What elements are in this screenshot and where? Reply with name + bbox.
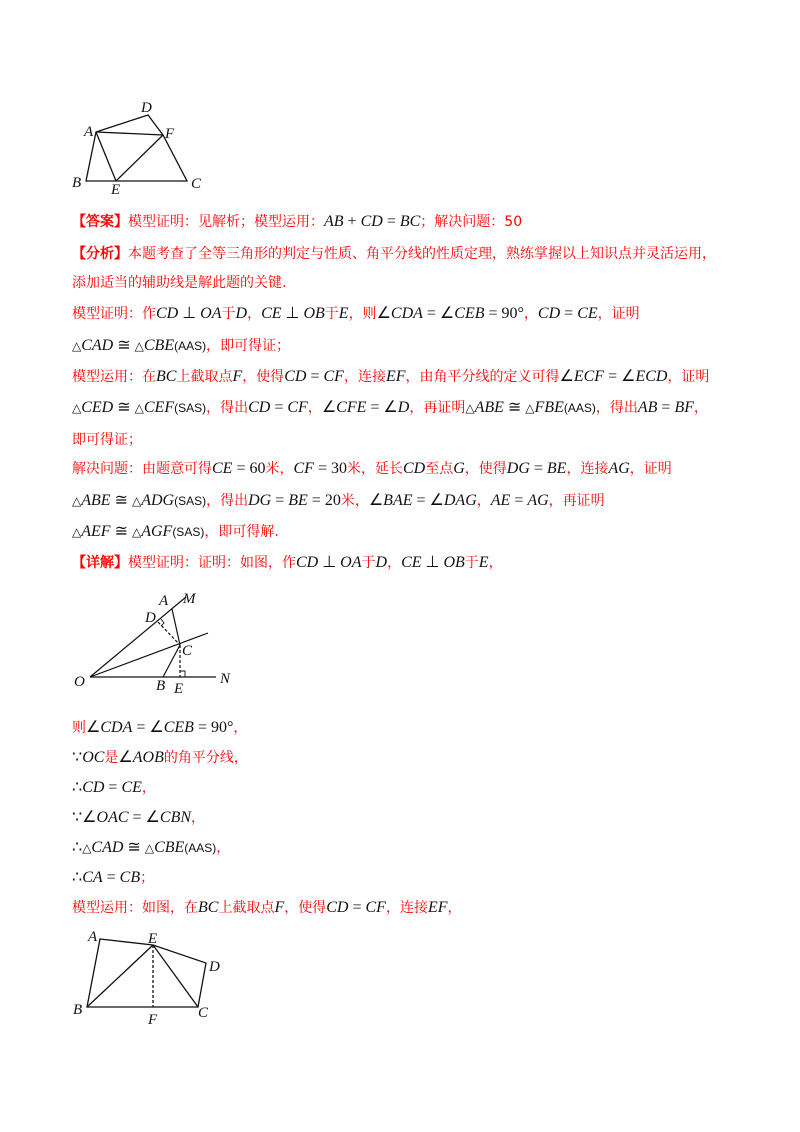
fig1-label-d: D xyxy=(141,100,152,116)
math: DAG xyxy=(443,492,477,509)
symbol: = xyxy=(510,492,528,509)
text: ，证明 xyxy=(629,461,672,477)
text: ，证明 xyxy=(597,306,640,322)
step-line-1 xyxy=(72,718,247,738)
text: ，即可得证； xyxy=(206,338,291,354)
step-line-4 xyxy=(72,808,205,828)
step-line-2 xyxy=(72,748,248,768)
figure-1-quadrilateral xyxy=(66,96,216,196)
text: 则 xyxy=(72,720,86,736)
triangle-symbol: △ xyxy=(72,401,82,415)
fig3-label-b: B xyxy=(73,1002,83,1018)
analysis-tag: 【分析】 xyxy=(72,246,128,262)
text: ， xyxy=(523,306,538,322)
fig2-label-m: M xyxy=(183,591,196,607)
text: 于 xyxy=(324,306,339,322)
triangle-symbol: △ xyxy=(72,339,82,353)
fig1-label-b: B xyxy=(72,175,82,191)
triangle-symbol: △ xyxy=(134,339,144,353)
proof-line-1 xyxy=(72,304,640,324)
math: BAE xyxy=(383,492,413,509)
math: CEF xyxy=(143,399,175,416)
apply-line-1 xyxy=(72,367,709,387)
symbol: ⊥ xyxy=(318,554,341,571)
text: ，连接 xyxy=(385,900,428,916)
answer-math: CD xyxy=(360,213,383,230)
text: ，使得 xyxy=(464,461,507,477)
symbol: = xyxy=(348,899,366,916)
math: ECF xyxy=(573,368,605,385)
fig2-label-c: C xyxy=(182,643,193,659)
symbol: = ∠ xyxy=(366,399,398,416)
solve-line-1 xyxy=(72,459,672,479)
text: 上截取点 xyxy=(218,900,275,916)
symbol: = xyxy=(271,492,289,509)
math: CAD xyxy=(91,839,124,856)
text: ，再证明 xyxy=(409,400,466,416)
math: CD xyxy=(537,305,561,322)
fig3-label-c: C xyxy=(198,1005,209,1021)
answer-math: BC xyxy=(399,213,421,230)
math: CBE xyxy=(154,839,185,856)
text: ， xyxy=(307,400,322,416)
math: CBE xyxy=(143,337,175,354)
text: 模型运用：在 xyxy=(72,369,156,385)
text: ，使得 xyxy=(284,900,327,916)
answer-op: + xyxy=(343,213,361,230)
text: ，连接 xyxy=(343,369,386,385)
math: AOB xyxy=(132,749,164,766)
math: CDA xyxy=(390,305,423,322)
fig3-label-a: A xyxy=(88,929,98,945)
symbol: = 30 xyxy=(313,460,347,477)
symbol: = xyxy=(104,779,122,796)
rule-label: (SAS) xyxy=(174,494,207,508)
text: 米，延长 xyxy=(346,461,403,477)
triangle-symbol: △ xyxy=(82,841,92,855)
math: CD xyxy=(82,779,105,796)
rule-label: (AAS) xyxy=(563,401,596,415)
answer-math: AB xyxy=(324,213,344,230)
fig2-label-e: E xyxy=(174,681,184,697)
symbol: = 90° xyxy=(484,305,524,322)
fig3-label-d: D xyxy=(209,959,220,975)
symbol: = xyxy=(560,305,578,322)
triangle-symbol: △ xyxy=(465,401,475,415)
math: CE xyxy=(212,460,233,477)
text: ，即可得解. xyxy=(204,524,279,540)
detail-line-1 xyxy=(72,553,503,573)
fig2-label-d: D xyxy=(145,610,156,626)
symbol: ⊥ xyxy=(421,554,444,571)
text: ， xyxy=(191,810,206,826)
math: OB xyxy=(443,554,465,571)
text: ， xyxy=(387,555,402,571)
symbol: = ∠ xyxy=(422,305,455,322)
math: CF xyxy=(287,399,308,416)
text: 米， xyxy=(340,493,369,509)
math: D xyxy=(375,554,388,571)
fig1-label-f: F xyxy=(165,126,175,142)
text: ， xyxy=(247,306,262,322)
text: ，则 xyxy=(348,306,377,322)
symbol: = xyxy=(306,368,324,385)
figure-3-quadrilateral xyxy=(70,925,230,1030)
text: ，使得 xyxy=(242,369,285,385)
proof-line-2 xyxy=(72,336,290,356)
math: F xyxy=(274,899,285,916)
therefore-symbol: ∴ xyxy=(72,869,83,886)
triangle-symbol: △ xyxy=(134,401,144,415)
rule-label: (AAS) xyxy=(174,339,207,353)
math: AGF xyxy=(141,523,173,540)
symbol: ∠ xyxy=(368,492,384,509)
triangle-symbol: △ xyxy=(72,494,82,508)
symbol: ∠ xyxy=(376,305,391,322)
math: CFE xyxy=(336,399,367,416)
analysis-text: 添加适当的辅助线是解此题的关键. xyxy=(72,275,287,291)
text: 即可得证； xyxy=(72,432,142,448)
math: CE xyxy=(401,554,422,571)
therefore-symbol: ∴ xyxy=(72,779,83,796)
text: ，得出 xyxy=(595,400,638,416)
symbol: = ∠ xyxy=(412,492,444,509)
math: CD xyxy=(326,899,349,916)
symbol: = xyxy=(270,399,288,416)
math: DG xyxy=(506,460,530,477)
symbol: = ∠ xyxy=(132,719,164,736)
math: E xyxy=(478,554,489,571)
math: G xyxy=(453,460,465,477)
symbol: ≅ xyxy=(110,523,132,540)
symbol: = 60 xyxy=(232,460,266,477)
triangle-symbol: △ xyxy=(131,494,142,508)
math: CD xyxy=(156,305,179,322)
symbol: = 90° xyxy=(193,719,234,736)
math: CD xyxy=(248,399,271,416)
answer-number: 50 xyxy=(504,214,523,230)
text: ，得出 xyxy=(206,400,249,416)
math: AG xyxy=(608,460,630,477)
math: E xyxy=(338,305,349,322)
math: FBE xyxy=(534,399,564,416)
math: CEB xyxy=(163,719,194,736)
step-line-3 xyxy=(72,778,156,798)
math: ECD xyxy=(635,368,668,385)
math: AE xyxy=(490,492,511,509)
math: CF xyxy=(365,899,386,916)
symbol: ⊥ xyxy=(281,305,304,322)
math: CED xyxy=(81,399,114,416)
apply-line-2 xyxy=(72,398,708,418)
symbol: ≅ xyxy=(113,399,135,416)
math: CAD xyxy=(81,337,114,354)
symbol: ≅ xyxy=(113,337,135,354)
text: ，再证明 xyxy=(548,493,605,509)
symbol: = xyxy=(102,869,120,886)
math: AEF xyxy=(81,523,111,540)
symbol: = ∠ xyxy=(128,809,160,826)
text: ，由角平分线的定义可得 xyxy=(405,369,560,385)
because-symbol: ∵ xyxy=(72,749,83,766)
symbol: = ∠ xyxy=(604,368,636,385)
math: AB xyxy=(637,399,658,416)
math: BE xyxy=(546,460,567,477)
step-line-5 xyxy=(72,838,230,858)
answer-op: = xyxy=(382,213,400,230)
text: 解决问题：由题意可得 xyxy=(72,461,212,477)
symbol: = xyxy=(657,399,675,416)
math: CDA xyxy=(100,719,133,736)
math: CF xyxy=(323,368,344,385)
step-line-6 xyxy=(72,868,154,888)
math: CD xyxy=(296,554,319,571)
math: EF xyxy=(385,368,406,385)
math: OAC xyxy=(96,809,129,826)
text: 是 xyxy=(104,750,119,766)
math: CEB xyxy=(454,305,485,322)
symbol: ∠ xyxy=(118,749,133,766)
math: ADG xyxy=(141,492,175,509)
fig2-label-n: N xyxy=(220,671,231,687)
apply-line-4 xyxy=(72,898,462,918)
fig2-label-o: O xyxy=(74,674,85,690)
math: CA xyxy=(82,869,103,886)
solve-line-3 xyxy=(72,522,279,542)
text: 米， xyxy=(265,461,294,477)
symbol: = xyxy=(529,460,547,477)
symbol: = 20 xyxy=(307,492,341,509)
math: BF xyxy=(674,399,694,416)
text: 上截取点 xyxy=(176,369,233,385)
symbol: ≅ xyxy=(123,839,145,856)
triangle-symbol: △ xyxy=(525,401,535,415)
symbol: ∠ xyxy=(559,368,574,385)
rule-label: (AAS) xyxy=(184,841,217,855)
therefore-symbol: ∴ xyxy=(72,839,83,856)
text: 于 xyxy=(361,555,376,571)
answer-text: 模型证明：见解析；模型运用： xyxy=(128,214,324,230)
math: ABE xyxy=(474,399,504,416)
math: BC xyxy=(156,368,177,385)
math: CBN xyxy=(159,809,192,826)
math: F xyxy=(232,368,243,385)
fig3-label-e: E xyxy=(148,931,158,947)
text: ，得出 xyxy=(206,493,249,509)
math: D xyxy=(397,399,410,416)
math: D xyxy=(235,305,248,322)
text: 至点 xyxy=(425,461,454,477)
text: ， xyxy=(476,493,491,509)
because-symbol: ∵∠ xyxy=(72,809,97,826)
analysis-line-1 xyxy=(72,244,716,264)
math: OA xyxy=(200,305,222,322)
text: 的角平分线， xyxy=(163,750,248,766)
math: AG xyxy=(527,492,549,509)
symbol: ≅ xyxy=(503,399,526,416)
triangle-symbol: △ xyxy=(131,525,142,539)
text: ， xyxy=(488,555,503,571)
text: ； xyxy=(140,870,155,886)
text: ，证明 xyxy=(667,369,710,385)
triangle-symbol: △ xyxy=(144,841,155,855)
rule-label: (SAS) xyxy=(172,525,205,539)
math: BC xyxy=(198,899,219,916)
triangle-symbol: △ xyxy=(72,525,82,539)
text: ， xyxy=(233,720,248,736)
math: ABE xyxy=(81,492,111,509)
text: ， xyxy=(694,400,708,416)
analysis-text: 本题考查了全等三角形的判定与性质、角平分线的性质定理，熟练掌握以上知识点并灵活运用， xyxy=(128,246,716,262)
math: BE xyxy=(288,492,308,509)
text: 模型证明：证明：如图，作 xyxy=(128,555,296,571)
rule-label: (SAS) xyxy=(174,401,207,415)
symbol: ⊥ xyxy=(178,305,201,322)
text: ， xyxy=(141,780,156,796)
math: CD xyxy=(402,460,426,477)
math: EF xyxy=(427,899,448,916)
symbol: ≅ xyxy=(110,492,132,509)
text: 模型证明：作 xyxy=(72,306,156,322)
symbol: ∠ xyxy=(86,719,101,736)
text: 模型运用：如图，在 xyxy=(72,900,198,916)
text: ， xyxy=(447,900,462,916)
solve-line-2 xyxy=(72,491,605,511)
apply-line-3 xyxy=(72,430,142,450)
fig2-label-b: B xyxy=(156,678,166,694)
math: OA xyxy=(340,554,362,571)
math: DG xyxy=(248,492,272,509)
math: CF xyxy=(293,460,314,477)
text: 于 xyxy=(464,555,479,571)
fig1-label-c: C xyxy=(191,176,202,192)
answer-line xyxy=(72,212,522,232)
text: ， xyxy=(216,840,231,856)
figure-2-angle-bisector xyxy=(68,585,248,700)
answer-text: ；解决问题： xyxy=(420,214,505,230)
fig3-label-f: F xyxy=(148,1012,158,1028)
math: CE xyxy=(577,305,598,322)
text: 于 xyxy=(221,306,236,322)
math: CE xyxy=(121,779,142,796)
math: CE xyxy=(261,305,282,322)
math: OC xyxy=(82,749,105,766)
symbol: ∠ xyxy=(321,399,337,416)
detail-tag: 【详解】 xyxy=(72,555,128,571)
text: ，连接 xyxy=(566,461,609,477)
fig2-label-a: A xyxy=(159,593,169,609)
math: CD xyxy=(284,368,307,385)
analysis-line-2 xyxy=(72,273,286,293)
fig1-label-a: A xyxy=(84,124,94,140)
math: CB xyxy=(119,869,141,886)
fig1-label-e: E xyxy=(111,182,121,196)
math: OB xyxy=(303,305,325,322)
answer-tag: 【答案】 xyxy=(72,214,128,230)
